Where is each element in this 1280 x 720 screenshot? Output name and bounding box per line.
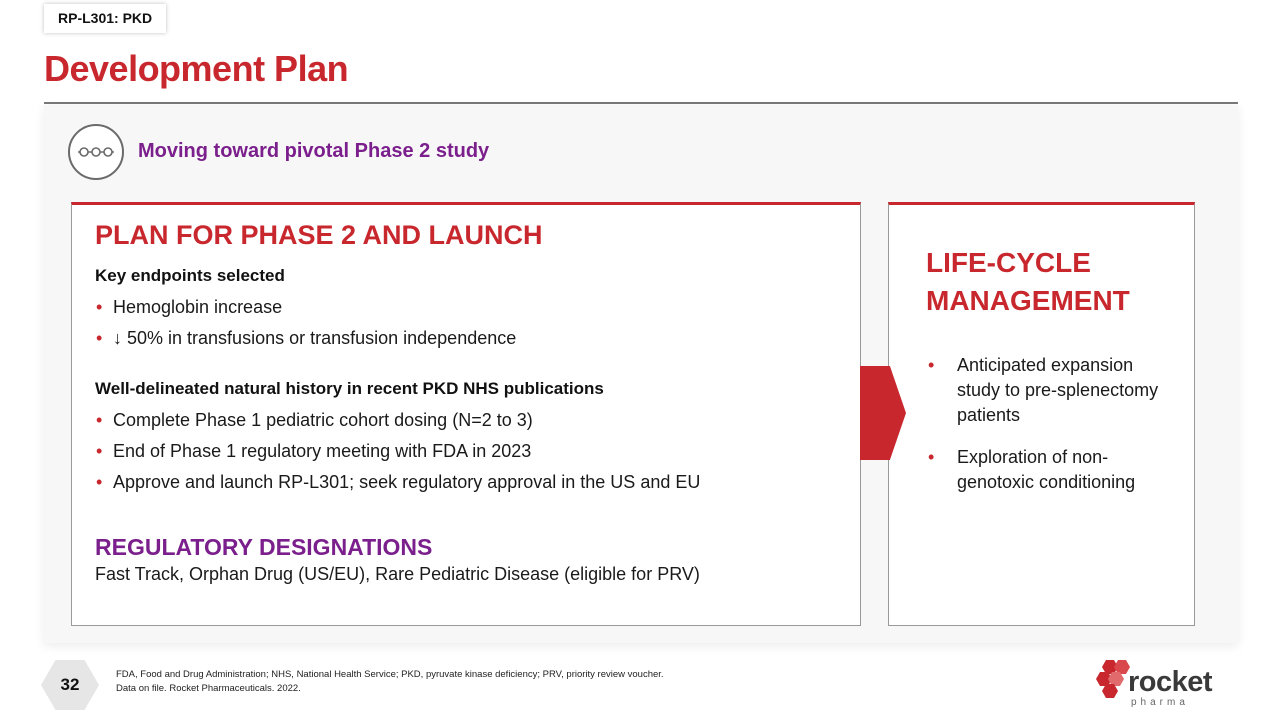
footnote-abbreviations: FDA, Food and Drug Administration; NHS, National Health Service; PKD, pyruvate kinase deficiency; PRV, priority review voucher. xyxy=(116,669,664,680)
list-item: • Approve and launch RP-L301; seek regulatory approval in the US and EU xyxy=(95,467,700,498)
life-cycle-list xyxy=(926,353,1176,512)
logo-wordmark: rocket xyxy=(1128,666,1213,698)
page-title: Development Plan xyxy=(44,48,349,89)
key-endpoints-list xyxy=(95,292,516,354)
phase-progress-icon xyxy=(68,124,124,180)
logo-subtitle: pharma xyxy=(1131,697,1189,708)
section-subtitle: Moving toward pivotal Phase 2 study xyxy=(138,140,490,162)
title-divider xyxy=(44,102,1238,104)
natural-history-title: Well-delineated natural history in recent PKD NHS publications xyxy=(95,379,604,398)
list-item: • End of Phase 1 regulatory meeting with FDA in 2023 xyxy=(95,436,700,467)
list-item: • Exploration of non-genotoxic conditioning xyxy=(926,445,1176,495)
list-item: • Hemoglobin increase xyxy=(95,292,516,323)
phase2-plan-heading: PLAN FOR PHASE 2 AND LAUNCH xyxy=(95,220,543,250)
regulatory-text: Fast Track, Orphan Drug (US/EU), Rare Pediatric Disease (eligible for PRV) xyxy=(95,564,700,584)
life-cycle-heading xyxy=(926,244,1130,320)
footnote xyxy=(116,668,664,696)
section-tag: RP-L301: PKD xyxy=(44,4,166,33)
life-cycle-heading-line1: LIFE-CYCLE xyxy=(926,247,1091,278)
page-number: 32 xyxy=(60,675,80,694)
regulatory-heading: REGULATORY DESIGNATIONS xyxy=(95,534,433,560)
life-cycle-heading-line2: MANAGEMENT xyxy=(926,285,1130,316)
list-item: • Complete Phase 1 pediatric cohort dosing (N=2 to 3) xyxy=(95,405,700,436)
list-item: • Anticipated expansion study to pre-splenectomy patients xyxy=(926,353,1176,428)
key-endpoints-title: Key endpoints selected xyxy=(95,266,285,285)
milestones-list xyxy=(95,405,700,498)
list-item: • ↓ 50% in transfusions or transfusion independence xyxy=(95,323,516,354)
footnote-source: Data on file. Rocket Pharmaceuticals. 2022. xyxy=(116,683,301,694)
